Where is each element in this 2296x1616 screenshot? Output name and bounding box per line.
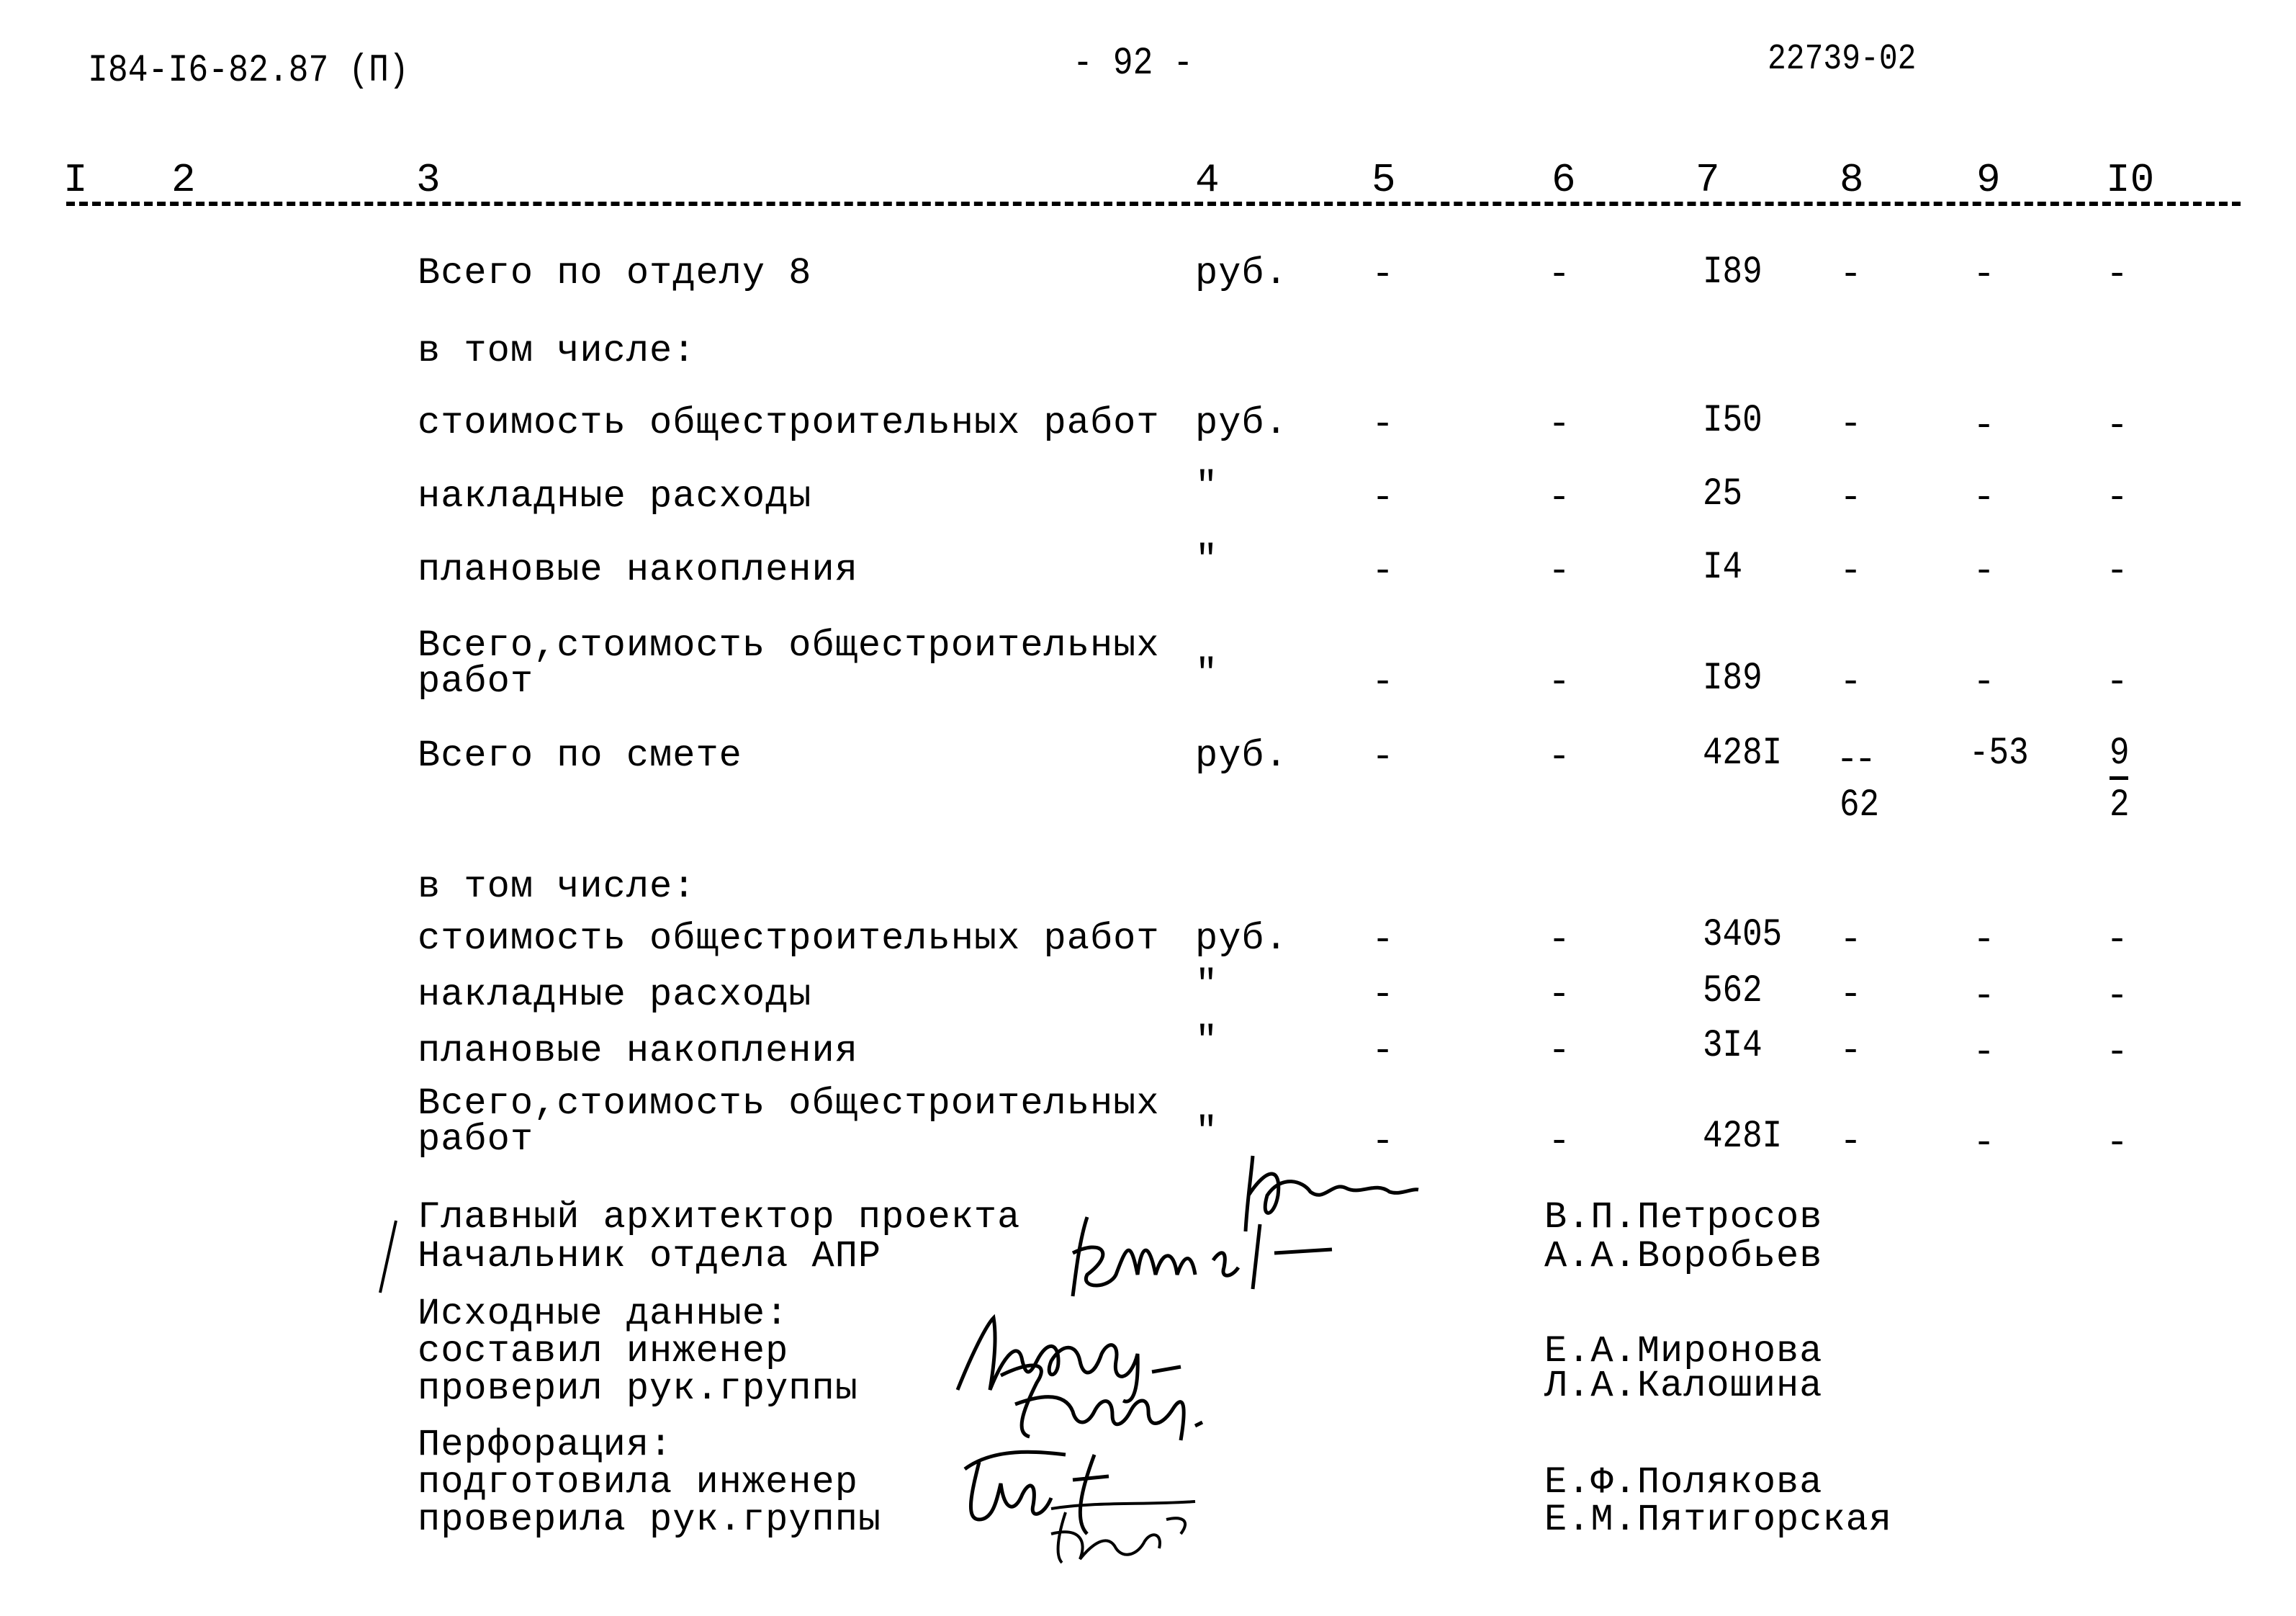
col-header-2: 2 [171,157,196,203]
cell-col6: - [1548,1030,1572,1072]
row-label: стоимость общестроительных работ [418,402,1160,444]
row-unit-ditto: " [1195,964,1219,1006]
cell-col8: - [1840,550,1863,593]
cell-col8: - [1840,477,1863,519]
cell-col8: - [1840,1121,1863,1163]
source-data-label: Исходные данные: [418,1293,789,1335]
cell-col6: - [1548,403,1572,446]
cell-col7: I50 [1703,399,1762,443]
cell-col6: - [1548,253,1572,296]
row-label: в том числе: [418,330,696,372]
chief-architect-label: Главный архитектор проекта [418,1196,1021,1239]
compiled-label: составил инженер [418,1330,789,1373]
cell-col9: - [1973,253,1996,296]
cell-col5: - [1372,477,1395,519]
chief-architect-name: В.П.Петросов [1544,1196,1823,1239]
signature-kaloshina-icon [986,1354,1260,1447]
row-unit: руб. [1195,917,1288,960]
cell-col8: - [1840,661,1863,704]
prepared-label: подготовила инженер [418,1461,858,1504]
cell-col9: - [1973,405,1996,447]
col-header-8: 8 [1840,157,1864,203]
cell-col7: 428I [1703,1115,1783,1159]
cell-col7: 3405 [1703,913,1783,957]
row-label: Всего по смете [418,735,742,777]
row-unit: руб. [1195,735,1288,777]
cell-col10: - [2106,975,2130,1018]
cell-col8: - [1840,253,1863,296]
fraction-bar [2110,776,2128,780]
cell-col7: 428I [1703,732,1783,776]
cell-col5: - [1372,1121,1395,1163]
col-header-6: 6 [1552,157,1576,203]
cell-col6: - [1548,1121,1572,1163]
cell-col6: - [1548,550,1572,593]
checked-label: проверил рук.группы [418,1368,858,1410]
col-header-7: 7 [1696,157,1720,203]
cell-col7: 25 [1703,472,1743,516]
dept-head-name: А.А.Воробьев [1544,1235,1823,1278]
row-label: Всего по отделу 8 [418,252,812,295]
cell-col8-bottom: 62 [1840,784,1880,827]
row-label-line1: Всего,стоимость общестроительных [418,1082,1160,1125]
col-header-10: I0 [2106,157,2155,203]
margin-slash-mark [374,1217,403,1296]
cell-col7: I89 [1703,657,1762,701]
cell-col10-bottom: 2 [2110,784,2130,827]
row-unit-ditto: " [1195,652,1219,695]
cell-col10: - [2106,919,2130,961]
checked2-name: Е.М.Пятигорская [1544,1499,1893,1541]
cell-col5: - [1372,403,1395,446]
row-label: плановые накопления [418,1030,858,1072]
signature-pyatigorskaya-icon [1037,1491,1253,1570]
cell-col9: - [1973,550,1996,593]
cell-col6: - [1548,919,1572,961]
prepared-name: Е.Ф.Полякова [1544,1461,1823,1504]
cell-col10: - [2106,1031,2130,1074]
row-unit-ditto: " [1195,1020,1219,1062]
cell-col5: - [1372,661,1395,704]
row-unit-ditto: " [1195,465,1219,508]
cell-col10: - [2106,477,2130,519]
row-label-line1: Всего,стоимость общестроительных [418,624,1160,667]
row-unit-ditto: " [1195,1110,1219,1153]
cell-col9: - [1973,1031,1996,1074]
row-label-line2: работ [418,660,534,703]
checked2-label: проверила рук.группы [418,1499,882,1541]
cell-col6: - [1548,974,1572,1016]
cell-col6: - [1548,661,1572,704]
cell-col5: - [1372,550,1395,593]
cell-col6: - [1548,477,1572,519]
document-code: I84-I6-82.87 (П) [88,49,409,93]
cell-col7: 562 [1703,969,1762,1013]
cell-col10: - [2106,661,2130,704]
col-header-9: 9 [1976,157,2001,203]
cell-col5: - [1372,1030,1395,1072]
col-header-5: 5 [1372,157,1396,203]
cell-col8: - [1840,403,1863,446]
cell-col9: - [1973,919,1996,961]
cell-col6: - [1548,736,1572,778]
row-unit-ditto: " [1195,539,1219,581]
cell-col9: -53 [1969,732,2029,776]
page-number: - 92 - [1073,42,1194,86]
row-label-line2: работ [418,1118,534,1161]
cell-col9: - [1973,975,1996,1018]
cell-col8-top: -- [1836,739,1873,781]
row-label: накладные расходы [418,974,812,1016]
row-label: плановые накопления [418,549,858,591]
cell-col5: - [1372,974,1395,1016]
cell-col7: I4 [1703,546,1743,590]
cell-col10-top: 9 [2110,732,2130,776]
perforation-label: Перфорация: [418,1424,673,1466]
row-unit: руб. [1195,252,1288,295]
col-header-4: 4 [1195,157,1220,203]
col-header-1: I [63,157,88,203]
cell-col5: - [1372,736,1395,778]
cell-col10: - [2106,550,2130,593]
inventory-number: 22739-02 [1768,39,1917,80]
cell-col7: I89 [1703,251,1762,295]
header-dashed-rule [66,202,2241,206]
cell-col9: - [1973,661,1996,704]
row-label: стоимость общестроительных работ [418,917,1160,960]
row-unit: руб. [1195,402,1288,444]
cell-col5: - [1372,253,1395,296]
cell-col8: - [1840,919,1863,961]
cell-col7: 3I4 [1703,1024,1762,1068]
cell-col8: - [1840,1030,1863,1072]
row-label: в том числе: [418,866,696,908]
col-header-3: 3 [416,157,441,203]
cell-col9: - [1973,1122,1996,1164]
cell-col8: - [1840,974,1863,1016]
checked-name: Л.А.Калошина [1544,1365,1823,1407]
cell-col5: - [1372,919,1395,961]
compiled-name: Е.А.Миронова [1544,1330,1823,1373]
row-label: накладные расходы [418,475,812,518]
cell-col10: - [2106,253,2130,296]
dept-head-label: Начальник отдела АПР [418,1235,882,1278]
cell-col10: - [2106,1122,2130,1164]
signature-vorobyev-icon [1058,1210,1361,1303]
cell-col9: - [1973,477,1996,519]
cell-col10: - [2106,405,2130,447]
